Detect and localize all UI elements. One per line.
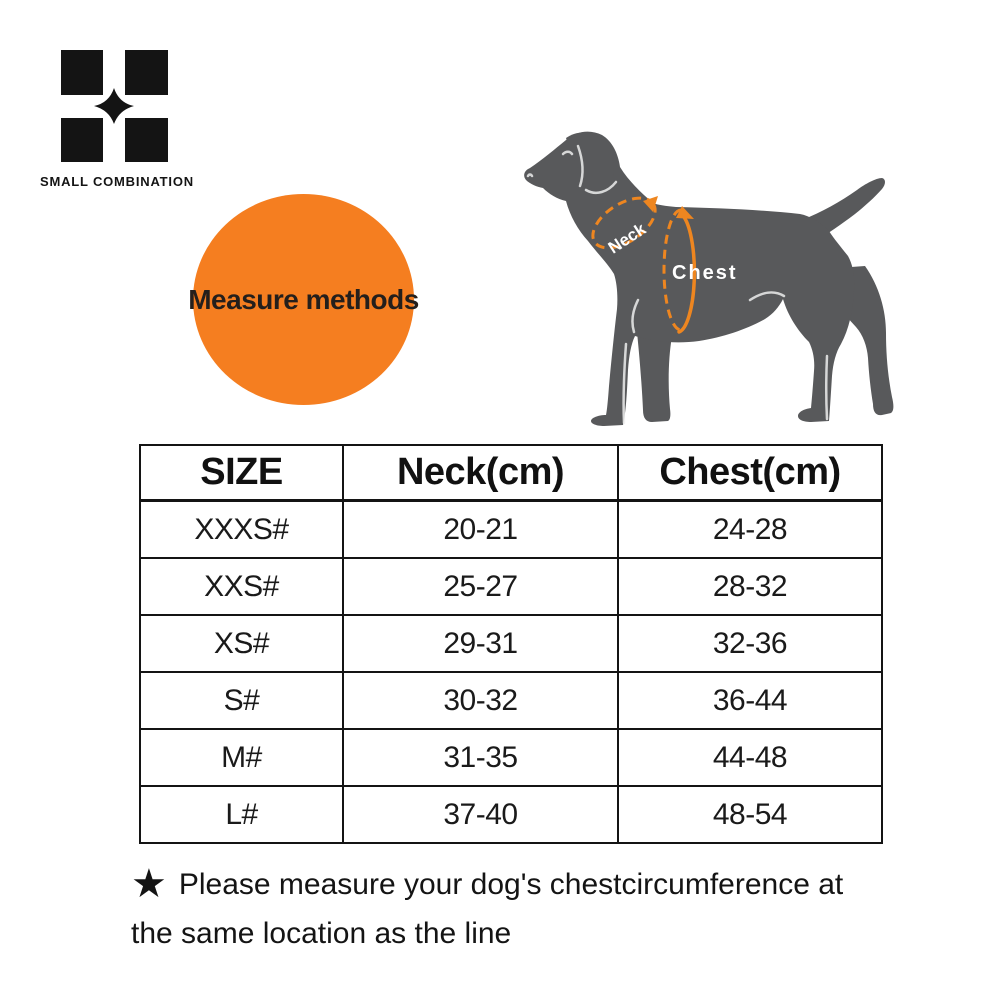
cell-chest: 28-32 [618,558,882,615]
cell-chest: 24-28 [618,501,882,559]
col-header-neck: Neck(cm) [343,445,618,501]
measurement-note [131,860,941,958]
table-row [140,558,882,615]
dog-silhouette-graphic [510,120,910,450]
cell-size: L# [140,786,343,843]
cell-size: S# [140,672,343,729]
table-row [140,729,882,786]
cell-chest: 48-54 [618,786,882,843]
chest-label: Chest [672,262,738,284]
cell-neck: 31-35 [343,729,618,786]
col-header-chest: Chest(cm) [618,445,882,501]
size-table [139,444,883,844]
dog-measurement-diagram [510,120,910,450]
note-line-2: the same location as the line [131,917,512,950]
cell-size: XXXS# [140,501,343,559]
cell-neck: 37-40 [343,786,618,843]
col-header-size: SIZE [140,445,343,501]
cell-size: XXS# [140,558,343,615]
table-row [140,786,882,843]
cell-size: XS# [140,615,343,672]
table-header-row [140,445,882,501]
table-row [140,501,882,559]
table-row [140,672,882,729]
star-icon: ★ [131,862,167,906]
cell-chest: 32-36 [618,615,882,672]
cell-chest: 44-48 [618,729,882,786]
note-line-1 [131,862,844,906]
table-row [140,615,882,672]
measure-methods-label: Measure methods [188,283,419,315]
cell-neck: 20-21 [343,501,618,559]
brand-name: SMALL COMBINATION [40,174,194,189]
cell-chest: 36-44 [618,672,882,729]
note-line-1-text: Please measure your dog's chestcircumference at [178,868,844,901]
four-squares-cross-icon [61,50,168,162]
cell-neck: 30-32 [343,672,618,729]
neck-label: Neck [604,219,650,258]
cell-neck: 29-31 [343,615,618,672]
cell-neck: 25-27 [343,558,618,615]
measure-methods-badge [188,194,419,405]
cell-size: M# [140,729,343,786]
